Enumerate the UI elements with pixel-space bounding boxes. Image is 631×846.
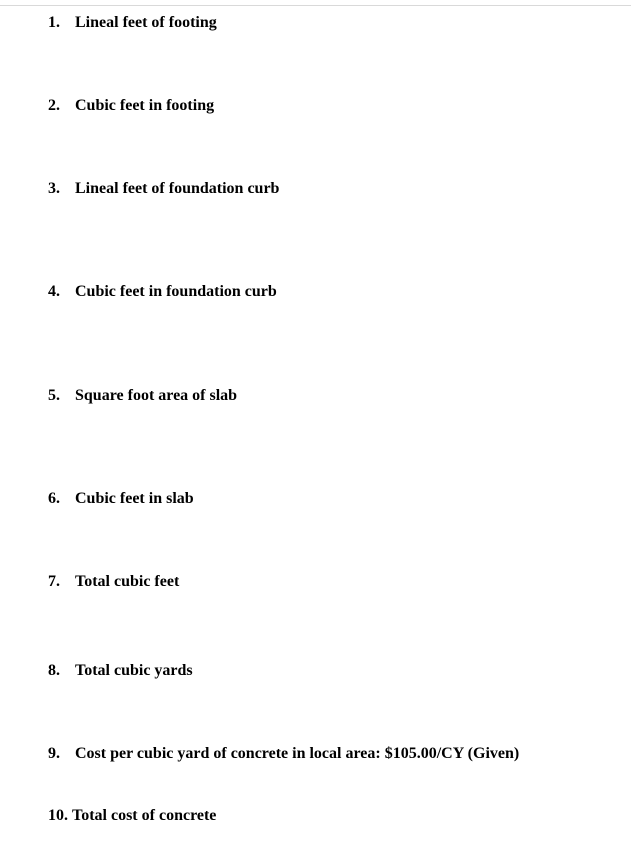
question-number: 6. [48, 490, 60, 507]
question-text: Square foot area of slab [75, 387, 238, 404]
question-8 [48, 661, 193, 681]
question-number: 5. [48, 387, 60, 404]
question-3 [48, 179, 279, 199]
question-text: Cubic feet in slab [75, 490, 194, 507]
question-2 [48, 96, 214, 116]
question-number: 2. [48, 97, 60, 114]
top-divider [0, 5, 631, 6]
question-number: 4. [48, 283, 60, 300]
question-9 [48, 744, 519, 764]
question-text: Cubic feet in foundation curb [75, 283, 277, 300]
question-7 [48, 572, 179, 592]
question-10 [48, 806, 216, 826]
question-number: 3. [48, 180, 60, 197]
question-number: 8. [48, 662, 60, 679]
question-text: Cost per cubic yard of concrete in local area: $105.00/CY (Given) [75, 745, 520, 762]
question-text: Lineal feet of foundation curb [75, 180, 280, 197]
question-text: Total cubic feet [75, 573, 180, 590]
question-number: 10. [48, 807, 68, 824]
question-number: 7. [48, 573, 60, 590]
question-5 [48, 386, 237, 406]
question-text: Cubic feet in footing [75, 97, 215, 114]
question-text: Total cost of concrete [72, 807, 217, 824]
question-6 [48, 489, 194, 509]
question-1 [48, 13, 217, 33]
question-number: 1. [48, 14, 60, 31]
question-4 [48, 282, 277, 302]
question-text: Lineal feet of footing [75, 14, 217, 31]
question-text: Total cubic yards [75, 662, 193, 679]
question-number: 9. [48, 745, 60, 762]
